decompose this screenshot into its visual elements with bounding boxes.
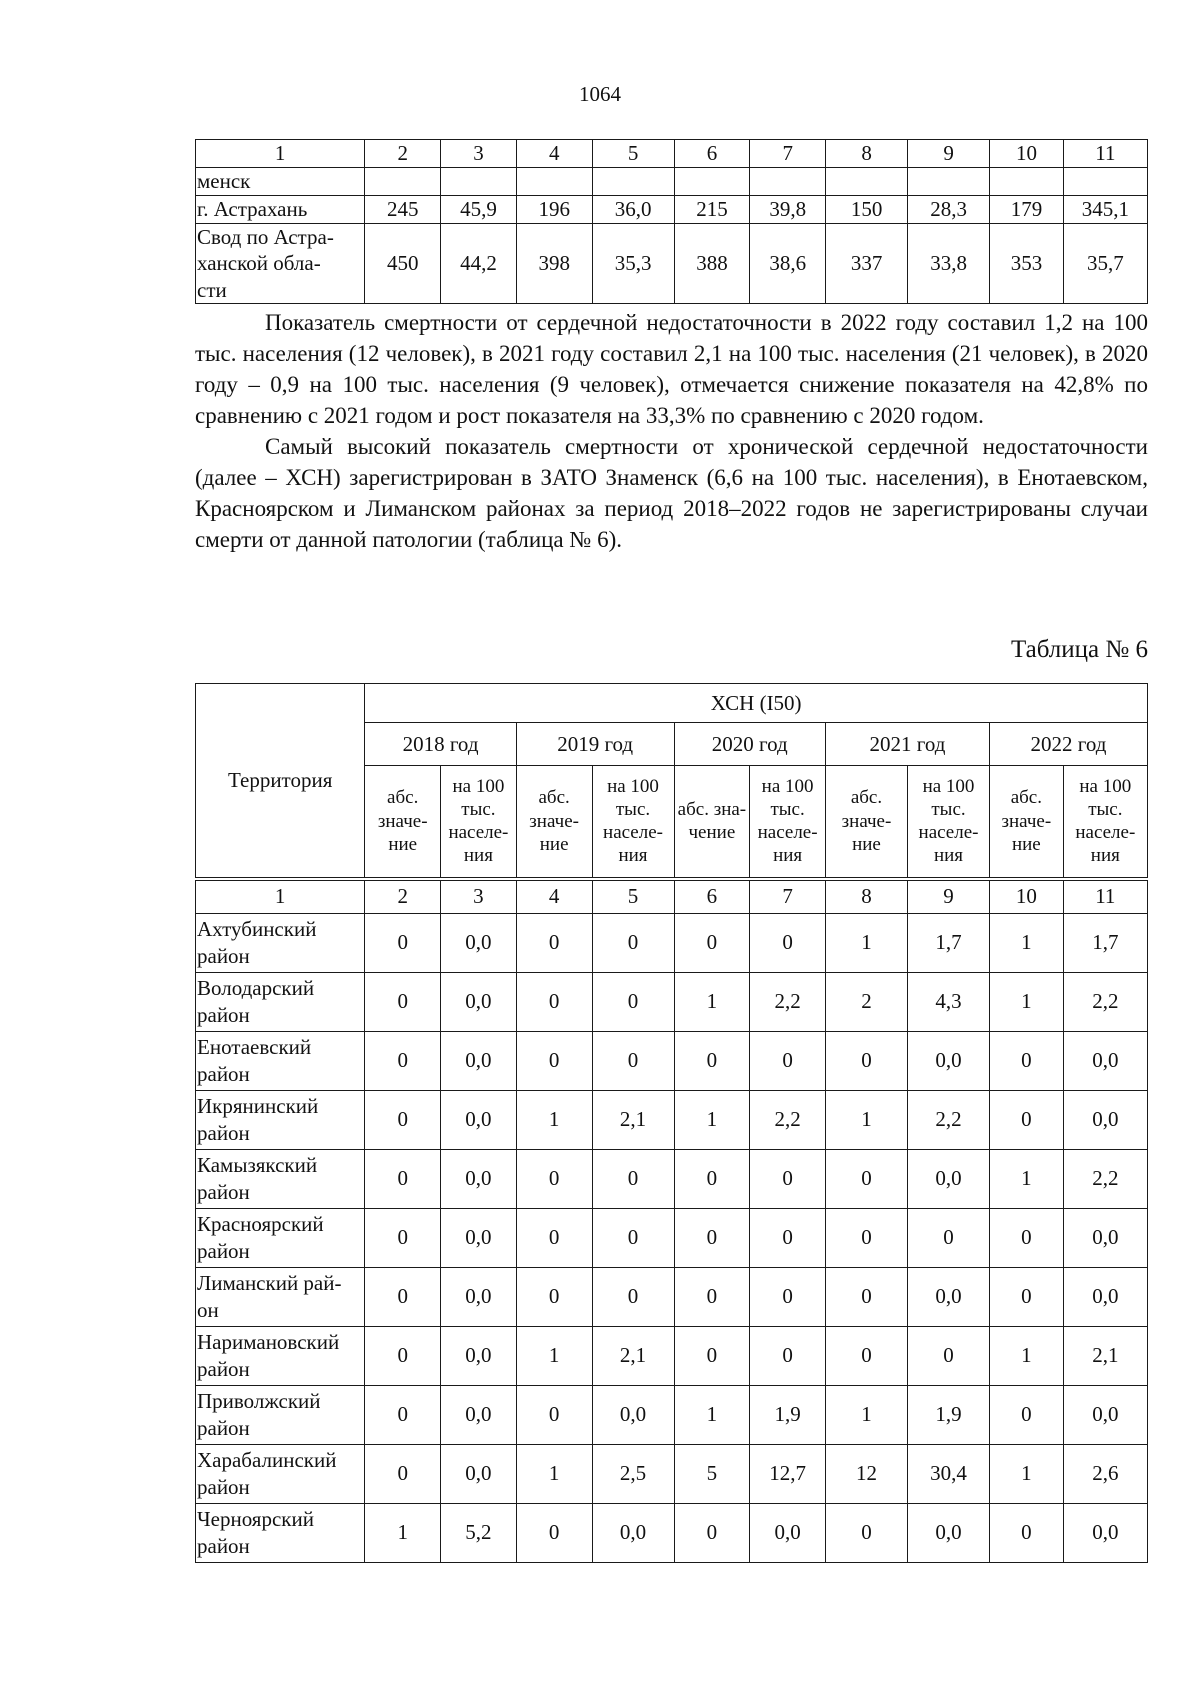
value-cell: 353: [990, 224, 1064, 304]
value-cell: 30,4: [908, 1444, 990, 1503]
value-cell: 0,0: [1063, 1090, 1147, 1149]
year-header: 2020 год: [674, 723, 825, 766]
value-cell: 1: [674, 1385, 750, 1444]
text-line: абс.: [1010, 787, 1042, 809]
value-cell: 2,2: [750, 1090, 826, 1149]
value-cell: 0,0: [441, 1208, 517, 1267]
value-cell: [592, 168, 674, 196]
table-row: [196, 1444, 1148, 1503]
territory-cell: г. Астрахань: [196, 196, 365, 224]
value-cell: 0: [516, 1208, 592, 1267]
column-number: 9: [908, 879, 990, 914]
value-cell: 1: [365, 1503, 441, 1562]
text-line: ния: [933, 845, 964, 867]
text-line: ния: [463, 845, 493, 867]
value-cell: 2,2: [1063, 1149, 1147, 1208]
value-cell: 0: [825, 1267, 907, 1326]
column-number-row: [196, 879, 1148, 914]
value-cell: 0,0: [441, 1031, 517, 1090]
value-cell: 4,3: [908, 972, 990, 1031]
territory-cell: [196, 913, 365, 972]
value-cell: 398: [516, 224, 592, 304]
value-cell: 2: [825, 972, 907, 1031]
value-cell: 0: [365, 1444, 441, 1503]
value-cell: 0: [825, 1503, 907, 1562]
text-line: Ахтубинский: [197, 917, 317, 942]
rate-per-100k-header: [908, 766, 990, 879]
value-cell: 1: [674, 1090, 750, 1149]
value-cell: 2,1: [592, 1326, 674, 1385]
territory-cell: [196, 224, 365, 304]
rate-per-100k-header: [592, 766, 674, 879]
value-cell: 1,9: [750, 1385, 826, 1444]
text-line: район: [197, 1474, 250, 1499]
column-number: 11: [1063, 140, 1147, 168]
text-line: он: [197, 1297, 219, 1322]
table-row: [196, 1326, 1148, 1385]
value-cell: 1: [825, 913, 907, 972]
table-row: [196, 196, 1148, 224]
value-cell: 36,0: [592, 196, 674, 224]
value-cell: 0: [674, 1503, 750, 1562]
value-cell: 2,1: [592, 1090, 674, 1149]
paragraph-heart-failure: Показатель смертности от сердечной недостаточности в 2022 году составил 1,2 на 100 тыс. населения (12 человек), в 2021 году составил 2,1 на 100 тыс. населения (21 человек), в 2020 году – 0,9 на 100 тыс. населения (9 человек), отмечается снижение показателя на 42,8% по сравнению с 2021 годом и рост показателя на 33,3% по сравнению с 2020 годом.: [195, 310, 1148, 428]
value-cell: 345,1: [1063, 196, 1147, 224]
value-cell: 0: [516, 1503, 592, 1562]
text-line: тыс.: [1088, 799, 1123, 821]
table-row: [196, 972, 1148, 1031]
value-cell: 1,7: [908, 913, 990, 972]
value-cell: 215: [674, 196, 750, 224]
value-cell: 2,2: [1063, 972, 1147, 1031]
text-line: населе-: [448, 822, 509, 844]
value-cell: 0,0: [441, 1090, 517, 1149]
value-cell: 0,0: [1063, 1208, 1147, 1267]
text-line: ние: [388, 833, 418, 855]
abs-value-header: [674, 766, 750, 879]
text-line: тыс.: [461, 799, 496, 821]
rate-per-100k-header: [750, 766, 826, 879]
value-cell: 0: [990, 1267, 1064, 1326]
table-row: [196, 1031, 1148, 1090]
value-cell: 0: [750, 913, 826, 972]
text-line: ние: [852, 833, 881, 855]
value-cell: [674, 168, 750, 196]
column-number: 5: [592, 140, 674, 168]
text-line: значе-: [1001, 810, 1052, 832]
value-cell: [750, 168, 826, 196]
text-line: Лиманский рай-: [197, 1271, 342, 1296]
territory-cell: [196, 1503, 365, 1562]
column-number: 10: [990, 879, 1064, 914]
column-number: 7: [750, 140, 826, 168]
text-line: значе-: [529, 810, 579, 832]
text-line: тыс.: [770, 799, 805, 821]
value-cell: 0,0: [441, 1444, 517, 1503]
value-cell: 45,9: [441, 196, 517, 224]
value-cell: 0,0: [908, 1267, 990, 1326]
value-cell: 0: [990, 1031, 1064, 1090]
value-cell: 0: [516, 1385, 592, 1444]
value-cell: 0: [674, 1149, 750, 1208]
value-cell: 5,2: [441, 1503, 517, 1562]
body-text: [195, 307, 1148, 555]
value-cell: 0,0: [441, 1326, 517, 1385]
value-cell: 0: [592, 1208, 674, 1267]
text-line: значе-: [841, 810, 892, 832]
value-cell: 0,0: [441, 1267, 517, 1326]
abs-value-header: [825, 766, 907, 879]
text-line: Енотаевский: [197, 1035, 312, 1060]
year-header: 2022 год: [990, 723, 1148, 766]
column-number-row: [196, 140, 1148, 168]
value-cell: 0,0: [592, 1503, 674, 1562]
group-header: ХСН (I50): [365, 684, 1148, 723]
value-cell: 0: [516, 913, 592, 972]
text-line: на 100: [922, 775, 975, 797]
value-cell: 0: [825, 1208, 907, 1267]
value-cell: 1: [990, 913, 1064, 972]
text-line: на 100: [761, 775, 814, 797]
text-line: тыс.: [615, 799, 651, 821]
value-cell: 245: [365, 196, 441, 224]
text-line: на 100: [452, 775, 505, 797]
value-cell: 0: [908, 1208, 990, 1267]
value-cell: 0: [592, 1149, 674, 1208]
text-line: населе-: [1075, 822, 1136, 844]
text-line: ние: [539, 833, 569, 855]
value-cell: 0,0: [592, 1385, 674, 1444]
value-cell: 0: [750, 1031, 826, 1090]
value-cell: 12: [825, 1444, 907, 1503]
value-cell: 0,0: [908, 1031, 990, 1090]
value-cell: 1: [990, 1149, 1064, 1208]
value-cell: 2,2: [750, 972, 826, 1031]
value-cell: 0: [592, 1031, 674, 1090]
value-cell: 0: [674, 1267, 750, 1326]
value-cell: 2,6: [1063, 1444, 1147, 1503]
year-header: 2018 год: [365, 723, 516, 766]
text-line: район: [197, 1415, 250, 1440]
value-cell: 0: [365, 972, 441, 1031]
value-cell: 5: [674, 1444, 750, 1503]
text-line: Камызякский: [197, 1153, 318, 1178]
page-number: 1064: [579, 82, 621, 106]
territory-cell: [196, 1090, 365, 1149]
value-cell: 0: [750, 1267, 826, 1326]
value-cell: 1: [674, 972, 750, 1031]
value-cell: 2,2: [908, 1090, 990, 1149]
value-cell: 0: [990, 1503, 1064, 1562]
column-number: 8: [826, 140, 908, 168]
text-line: район: [197, 1120, 250, 1145]
territory-cell: [196, 972, 365, 1031]
value-cell: 0,0: [441, 1385, 517, 1444]
value-cell: 0,0: [441, 1149, 517, 1208]
value-cell: 1,9: [908, 1385, 990, 1444]
table-caption: Таблица № 6: [1010, 636, 1148, 663]
value-cell: 0: [365, 1385, 441, 1444]
text-line: район: [197, 1179, 250, 1204]
value-cell: 0,0: [1063, 1503, 1147, 1562]
value-cell: 0,0: [1063, 1031, 1147, 1090]
value-cell: 388: [674, 224, 750, 304]
abs-value-header: [516, 766, 592, 879]
text-line: Приволжский: [197, 1389, 321, 1414]
column-number: 2: [365, 879, 441, 914]
text-line: абс.: [387, 787, 419, 809]
value-cell: 39,8: [750, 196, 826, 224]
text-line: ния: [1090, 845, 1120, 867]
value-cell: 0: [750, 1208, 826, 1267]
text-line: ние: [1011, 833, 1041, 855]
text-line: населе-: [603, 822, 663, 844]
text-line: населе-: [918, 822, 979, 844]
text-line: на 100: [1079, 775, 1132, 797]
text-line: район: [197, 1533, 250, 1558]
column-number: 8: [825, 879, 907, 914]
value-cell: 0: [674, 1326, 750, 1385]
paragraph-chronic-heart-failure: Самый высокий показатель смертности от хронической сердечной недостаточности (далее – ХСН) зарегистрирован в ЗАТО Знаменск (6,6 на 100 тыс. населения), в Енотаевском, Красноярском и Лиманском районах за период 2018–2022 годов не зарегистрированы случаи смерти от данной патологии (таблица № 6).: [195, 434, 1148, 552]
text-line: абс. зна-: [677, 799, 747, 821]
value-cell: [908, 168, 990, 196]
text-line: Икрянинский: [197, 1094, 319, 1119]
text-line: район: [197, 1356, 250, 1381]
text-line: сти: [197, 277, 227, 302]
text-line: тыс.: [931, 799, 966, 821]
text-line: Красноярский: [197, 1212, 324, 1237]
value-cell: 0: [365, 1267, 441, 1326]
table-row: [196, 1090, 1148, 1149]
abs-value-header: [990, 766, 1064, 879]
value-cell: 1,7: [1063, 913, 1147, 972]
text-line: район: [197, 1002, 250, 1027]
table-row: [196, 1267, 1148, 1326]
text-line: ханской обла-: [197, 251, 321, 276]
text-line: Черноярский: [197, 1507, 314, 1532]
value-cell: 0: [990, 1208, 1064, 1267]
value-cell: 0,0: [908, 1503, 990, 1562]
value-cell: 0: [825, 1149, 907, 1208]
value-cell: 1: [990, 1326, 1064, 1385]
table-6: [195, 683, 1148, 1563]
value-cell: 0: [990, 1090, 1064, 1149]
value-cell: 0: [825, 1031, 907, 1090]
value-cell: 0: [365, 1090, 441, 1149]
column-number: 3: [441, 140, 517, 168]
text-line: Свод по Астра-: [197, 225, 334, 249]
value-cell: [1063, 168, 1147, 196]
value-cell: 179: [990, 196, 1064, 224]
value-cell: 0: [516, 1031, 592, 1090]
value-cell: 1: [516, 1326, 592, 1385]
territory-cell: [196, 1267, 365, 1326]
column-number: 1: [196, 879, 365, 914]
value-cell: 0: [365, 1208, 441, 1267]
value-cell: 0: [674, 1208, 750, 1267]
value-cell: 0: [592, 913, 674, 972]
column-number: 2: [365, 140, 441, 168]
rate-per-100k-header: [441, 766, 517, 879]
value-cell: 1: [990, 1444, 1064, 1503]
text-line: значе-: [377, 810, 428, 832]
year-header: 2019 год: [516, 723, 674, 766]
text-line: Харабалинский: [197, 1448, 337, 1473]
text-line: район: [197, 943, 250, 968]
territory-cell: [196, 1031, 365, 1090]
column-number: 6: [674, 140, 750, 168]
value-cell: 0,0: [441, 972, 517, 1031]
column-number: 9: [908, 140, 990, 168]
value-cell: [826, 168, 908, 196]
column-number: 3: [441, 879, 517, 914]
value-cell: 0,0: [1063, 1385, 1147, 1444]
text-line: ния: [618, 845, 648, 867]
value-cell: 0: [516, 1149, 592, 1208]
territory-cell: [196, 1385, 365, 1444]
value-cell: 1: [516, 1444, 592, 1503]
value-cell: [365, 168, 441, 196]
text-line: район: [197, 1061, 250, 1086]
territory-cell: [196, 1149, 365, 1208]
value-cell: 0: [365, 1326, 441, 1385]
value-cell: 0,0: [1063, 1267, 1147, 1326]
value-cell: 0: [908, 1326, 990, 1385]
value-cell: 0: [674, 1031, 750, 1090]
column-number: 6: [674, 879, 750, 914]
text-line: Володарский: [197, 976, 315, 1001]
text-line: населе-: [757, 822, 818, 844]
column-number: 4: [516, 140, 592, 168]
territory-cell: [196, 1444, 365, 1503]
territory-cell: [196, 1326, 365, 1385]
table-row: [196, 1385, 1148, 1444]
value-cell: 337: [826, 224, 908, 304]
value-cell: 196: [516, 196, 592, 224]
value-cell: 0: [750, 1149, 826, 1208]
value-cell: 0: [365, 1149, 441, 1208]
table-row: [196, 1503, 1148, 1562]
table-row: [196, 168, 1148, 196]
value-cell: [516, 168, 592, 196]
column-number: 5: [592, 879, 674, 914]
rate-per-100k-header: [1063, 766, 1147, 879]
value-cell: 35,3: [592, 224, 674, 304]
value-cell: 0,0: [441, 913, 517, 972]
abs-value-header: [365, 766, 441, 879]
year-header: 2021 год: [825, 723, 989, 766]
column-number: 10: [990, 140, 1064, 168]
value-cell: 0: [365, 913, 441, 972]
value-cell: 0,0: [750, 1503, 826, 1562]
value-cell: 38,6: [750, 224, 826, 304]
text-line: чение: [688, 822, 736, 844]
column-number: 4: [516, 879, 592, 914]
value-cell: 1: [516, 1090, 592, 1149]
territory-cell: [196, 1208, 365, 1267]
column-number: 1: [196, 140, 365, 168]
value-cell: 0: [825, 1326, 907, 1385]
text-line: абс.: [850, 787, 883, 809]
text-line: Наримановский: [197, 1330, 340, 1355]
text-line: район: [197, 1238, 250, 1263]
value-cell: 0: [750, 1326, 826, 1385]
value-cell: 450: [365, 224, 441, 304]
value-cell: 44,2: [441, 224, 517, 304]
value-cell: [441, 168, 517, 196]
value-cell: 12,7: [750, 1444, 826, 1503]
value-cell: 35,7: [1063, 224, 1147, 304]
text-line: ния: [773, 845, 803, 867]
value-cell: 0: [674, 913, 750, 972]
value-cell: 2,5: [592, 1444, 674, 1503]
table-row: [196, 1208, 1148, 1267]
value-cell: 1: [825, 1090, 907, 1149]
table-row: [196, 224, 1148, 304]
value-cell: 150: [826, 196, 908, 224]
value-cell: 0: [365, 1031, 441, 1090]
territory-cell: менск: [196, 168, 365, 196]
value-cell: 33,8: [908, 224, 990, 304]
value-cell: 0: [592, 972, 674, 1031]
value-cell: 0,0: [908, 1149, 990, 1208]
value-cell: 0: [592, 1267, 674, 1326]
column-number: 11: [1063, 879, 1147, 914]
text-line: на 100: [607, 775, 659, 797]
value-cell: 1: [825, 1385, 907, 1444]
value-cell: 0: [516, 972, 592, 1031]
value-cell: 28,3: [908, 196, 990, 224]
territory-header: Территория: [196, 684, 365, 879]
table-row: [196, 1149, 1148, 1208]
text-line: абс.: [538, 787, 570, 809]
table-row: [196, 913, 1148, 972]
value-cell: 1: [990, 972, 1064, 1031]
value-cell: [990, 168, 1064, 196]
column-number: 7: [750, 879, 826, 914]
value-cell: 0: [990, 1385, 1064, 1444]
top-table: [195, 139, 1148, 304]
value-cell: 2,1: [1063, 1326, 1147, 1385]
value-cell: 0: [516, 1267, 592, 1326]
